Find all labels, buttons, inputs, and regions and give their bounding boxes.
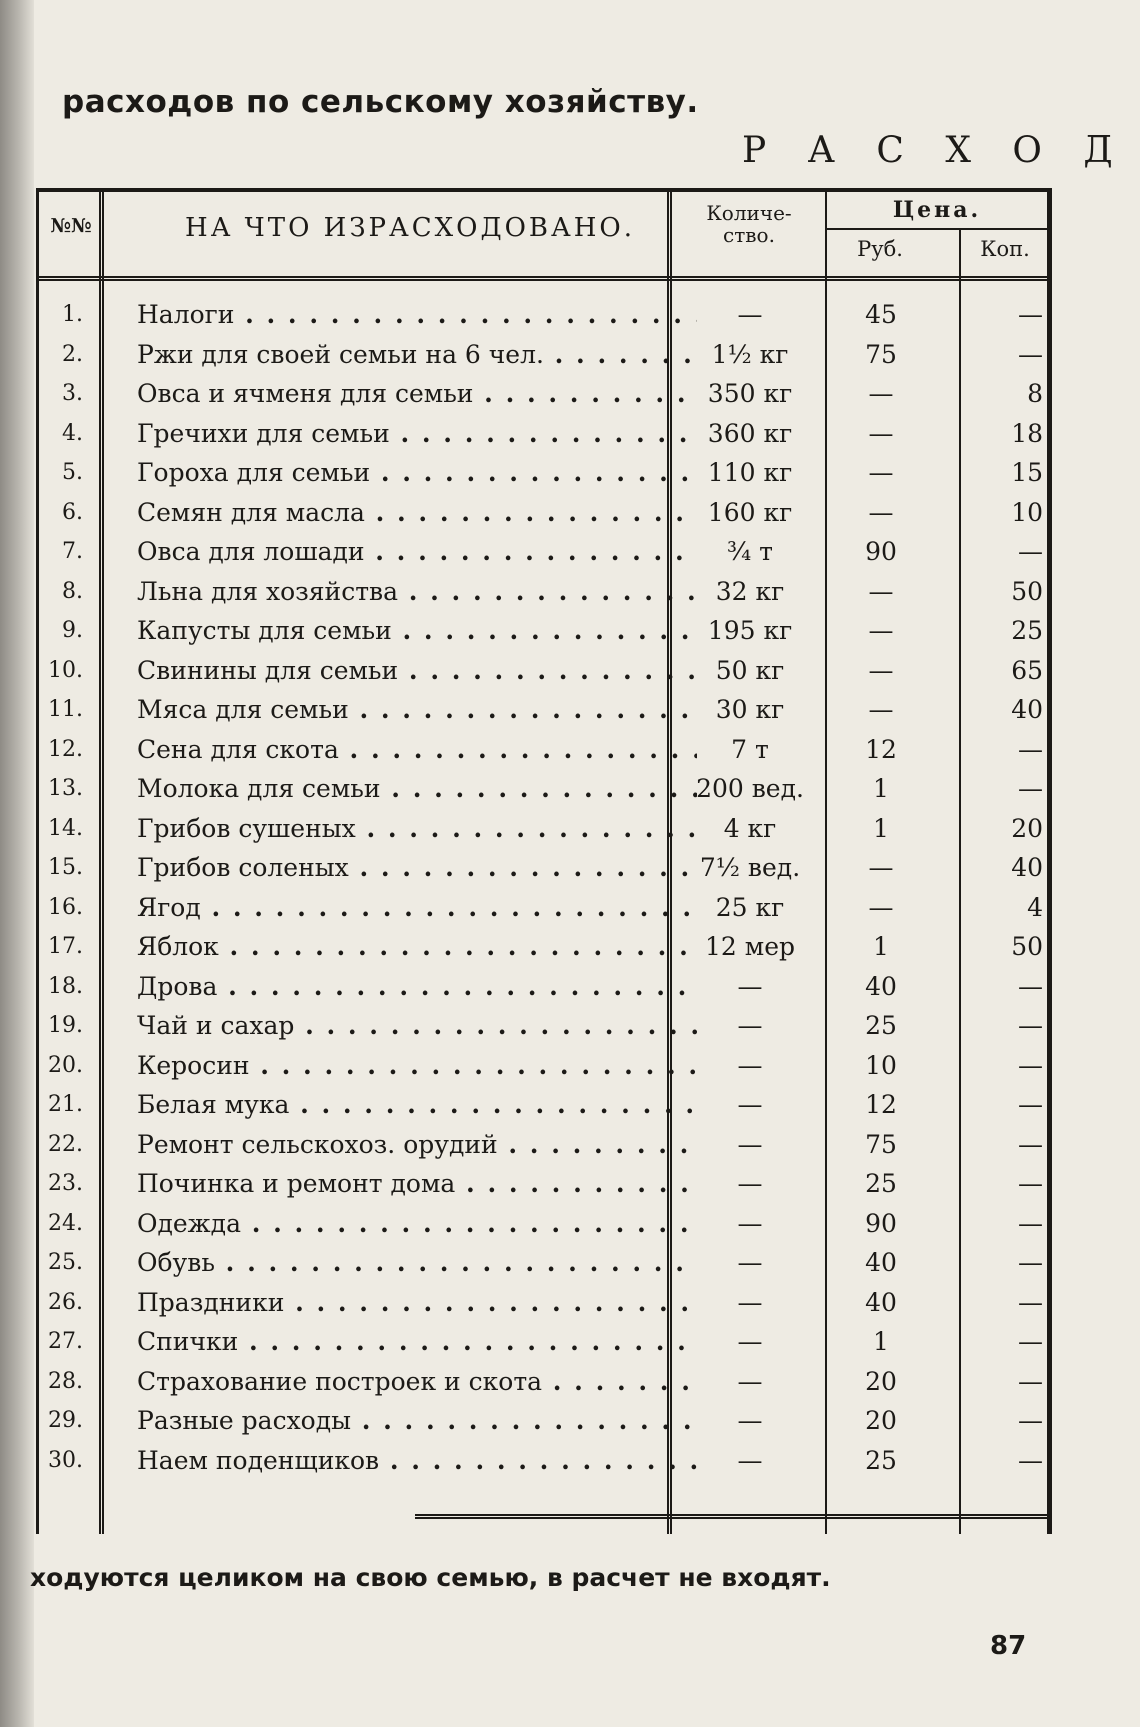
row-number: 3. bbox=[62, 381, 83, 406]
row-kopecks: — bbox=[1018, 734, 1043, 764]
row-quantity: — bbox=[737, 1445, 763, 1475]
row-quantity: 7½ вед. bbox=[699, 853, 801, 882]
table-row bbox=[39, 690, 1047, 730]
table-row bbox=[39, 927, 1047, 967]
row-kopecks: — bbox=[1018, 1169, 1043, 1198]
row-item: Обувь . . . bbox=[137, 1243, 697, 1283]
row-quantity: 50 кг bbox=[715, 655, 785, 685]
row-number: 13. bbox=[48, 776, 83, 801]
header-item: НА ЧТО ИЗРАСХОДОВАНО. bbox=[185, 213, 635, 243]
row-quantity: 30 кг bbox=[715, 695, 785, 724]
row-rubles: 90 bbox=[865, 537, 897, 566]
row-kopecks: — bbox=[1018, 1406, 1043, 1435]
row-quantity: 195 кг bbox=[707, 616, 793, 645]
row-quantity: 7 т bbox=[731, 734, 769, 764]
table-row bbox=[39, 1204, 1047, 1244]
table-row bbox=[39, 967, 1047, 1007]
table-row bbox=[39, 1243, 1047, 1283]
row-kopecks: — bbox=[1018, 1090, 1043, 1119]
row-number: 29. bbox=[48, 1408, 83, 1433]
row-rubles: 75 bbox=[865, 1129, 897, 1159]
row-quantity: 4 кг bbox=[723, 813, 777, 843]
row-item: Гречихи для семьи . . . bbox=[137, 414, 697, 454]
row-quantity: 25 кг bbox=[715, 892, 785, 922]
row-item: Льна для хозяйства . . . bbox=[137, 572, 697, 612]
row-quantity: — bbox=[737, 1050, 763, 1080]
table-row bbox=[39, 1441, 1047, 1481]
row-quantity: — bbox=[737, 1406, 763, 1435]
table-row bbox=[39, 888, 1047, 928]
row-quantity: 350 кг bbox=[707, 379, 793, 408]
row-rubles: 25 bbox=[865, 1011, 897, 1040]
row-number: 2. bbox=[62, 341, 83, 367]
row-rubles: 45 bbox=[865, 300, 897, 329]
row-rubles: — bbox=[868, 892, 894, 922]
row-rubles: — bbox=[868, 853, 894, 882]
row-quantity: 360 кг bbox=[707, 418, 793, 448]
row-rubles: 12 bbox=[865, 734, 897, 764]
row-item: Одежда . . . bbox=[137, 1204, 697, 1244]
row-item: Овса и ячменя для семьи . . . bbox=[137, 374, 697, 414]
row-quantity: 160 кг bbox=[707, 497, 793, 527]
row-rubles: — bbox=[868, 616, 894, 645]
row-quantity: — bbox=[737, 1129, 763, 1159]
table-row bbox=[39, 335, 1047, 375]
row-item: Свинины для семьи . . . bbox=[137, 651, 697, 691]
table-body bbox=[39, 295, 1047, 1480]
header-rule bbox=[39, 276, 1047, 281]
row-rubles: 40 bbox=[865, 971, 897, 1001]
row-rubles: — bbox=[868, 379, 894, 408]
table-row bbox=[39, 572, 1047, 612]
row-quantity: — bbox=[737, 1011, 763, 1040]
row-item: Спички . . . bbox=[137, 1322, 697, 1362]
row-number: 19. bbox=[48, 1013, 83, 1038]
row-kopecks: 20 bbox=[1011, 813, 1043, 843]
row-kopecks: — bbox=[1018, 537, 1043, 566]
row-quantity: — bbox=[737, 1248, 763, 1277]
row-rubles: 12 bbox=[865, 1090, 897, 1119]
row-rubles: 20 bbox=[865, 1406, 897, 1435]
row-item: Разные расходы . . . bbox=[137, 1401, 697, 1441]
row-kopecks: — bbox=[1018, 1366, 1043, 1396]
row-kopecks: 65 bbox=[1011, 655, 1043, 685]
page-binding-shadow bbox=[0, 0, 34, 1727]
row-kopecks: 18 bbox=[1011, 418, 1043, 448]
table-row bbox=[39, 1125, 1047, 1165]
row-number: 8. bbox=[62, 578, 83, 604]
row-quantity: 32 кг bbox=[715, 576, 785, 606]
row-item: Чай и сахар . . . bbox=[137, 1006, 697, 1046]
row-quantity: 12 мер bbox=[704, 932, 795, 961]
row-kopecks: — bbox=[1018, 1327, 1043, 1356]
row-item: Керосин . . . bbox=[137, 1046, 697, 1086]
row-item: Починка и ремонт дома . . . bbox=[137, 1164, 697, 1204]
row-kopecks: 4 bbox=[1027, 892, 1043, 922]
row-kopecks: — bbox=[1018, 774, 1043, 803]
table-row bbox=[39, 1085, 1047, 1125]
row-item: Молока для семьи . . . bbox=[137, 769, 697, 809]
row-kopecks: — bbox=[1018, 1248, 1043, 1277]
expense-table bbox=[36, 188, 1052, 1534]
row-item: Страхование построек и скота . . . bbox=[137, 1362, 697, 1402]
row-rubles: — bbox=[868, 418, 894, 448]
row-item: Грибов сушеных . . . bbox=[137, 809, 697, 849]
row-item: Семян для масла . . . bbox=[137, 493, 697, 533]
table-row bbox=[39, 1401, 1047, 1441]
row-item: Капусты для семьи . . . bbox=[137, 611, 697, 651]
row-item: Ягод . . . bbox=[137, 888, 697, 928]
row-number: 12. bbox=[48, 736, 83, 762]
row-number: 15. bbox=[48, 855, 83, 880]
table-row bbox=[39, 1164, 1047, 1204]
row-quantity: — bbox=[737, 971, 763, 1001]
row-quantity: — bbox=[737, 1208, 763, 1238]
row-kopecks: — bbox=[1018, 1011, 1043, 1040]
row-kopecks: 40 bbox=[1011, 695, 1043, 724]
row-kopecks: — bbox=[1018, 339, 1043, 369]
row-kopecks: — bbox=[1018, 1287, 1043, 1317]
row-rubles: 1 bbox=[873, 813, 889, 843]
row-kopecks: — bbox=[1018, 1129, 1043, 1159]
row-number: 7. bbox=[62, 539, 83, 564]
header-price: Цена. bbox=[892, 197, 982, 223]
row-number: 18. bbox=[48, 973, 83, 999]
row-rubles: — bbox=[868, 458, 894, 487]
table-row bbox=[39, 532, 1047, 572]
row-number: 17. bbox=[48, 934, 83, 959]
row-kopecks: 40 bbox=[1011, 853, 1043, 882]
row-kopecks: 50 bbox=[1011, 576, 1043, 606]
row-kopecks: — bbox=[1018, 1445, 1043, 1475]
row-quantity: 200 вед. bbox=[696, 774, 804, 803]
row-quantity: — bbox=[737, 1366, 763, 1396]
row-item: Налоги . . . bbox=[137, 295, 697, 335]
row-item: Ржи для своей семьи на 6 чел. . . . bbox=[137, 335, 697, 375]
row-quantity: 1½ кг bbox=[711, 339, 789, 369]
row-quantity: — bbox=[737, 300, 763, 329]
row-rubles: 25 bbox=[865, 1445, 897, 1475]
row-number: 4. bbox=[62, 420, 83, 446]
row-item: Грибов соленых . . . bbox=[137, 848, 697, 888]
row-item: Мяса для семьи . . . bbox=[137, 690, 697, 730]
row-number: 30. bbox=[48, 1447, 83, 1473]
row-number: 23. bbox=[48, 1171, 83, 1196]
row-item: Наем поденщиков . . . bbox=[137, 1441, 697, 1481]
row-kopecks: — bbox=[1018, 971, 1043, 1001]
header-kopecks: Коп. bbox=[980, 237, 1030, 261]
table-row bbox=[39, 848, 1047, 888]
row-kopecks: — bbox=[1018, 1050, 1043, 1080]
row-rubles: 10 bbox=[865, 1050, 897, 1080]
row-kopecks: 50 bbox=[1011, 932, 1043, 961]
footnote: ходуются целиком на свою семью, в расчет не входят. bbox=[30, 1563, 831, 1592]
row-rubles: — bbox=[868, 497, 894, 527]
row-item: Гороха для семьи . . . bbox=[137, 453, 697, 493]
row-rubles: 90 bbox=[865, 1208, 897, 1238]
row-quantity: — bbox=[737, 1169, 763, 1198]
row-kopecks: 25 bbox=[1011, 616, 1043, 645]
table-row bbox=[39, 651, 1047, 691]
row-kopecks: — bbox=[1018, 300, 1043, 329]
table-row bbox=[39, 414, 1047, 454]
row-item: Яблок . . . bbox=[137, 927, 697, 967]
row-rubles: 1 bbox=[873, 932, 889, 961]
row-number: 1. bbox=[62, 302, 83, 327]
table-row bbox=[39, 374, 1047, 414]
row-rubles: 25 bbox=[865, 1169, 897, 1198]
row-number: 10. bbox=[48, 657, 83, 683]
table-row bbox=[39, 295, 1047, 335]
section-title: Р А С Х О Д bbox=[742, 130, 1128, 171]
row-rubles: 1 bbox=[873, 1327, 889, 1356]
row-item: Праздники . . . bbox=[137, 1283, 697, 1323]
row-rubles: 20 bbox=[865, 1366, 897, 1396]
table-row bbox=[39, 1322, 1047, 1362]
table-row bbox=[39, 1283, 1047, 1323]
row-number: 20. bbox=[48, 1052, 83, 1078]
table-row bbox=[39, 809, 1047, 849]
row-kopecks: 8 bbox=[1027, 379, 1043, 408]
row-rubles: — bbox=[868, 695, 894, 724]
table-row bbox=[39, 1006, 1047, 1046]
row-number: 6. bbox=[62, 499, 83, 525]
row-rubles: 40 bbox=[865, 1248, 897, 1277]
header-number: №№ bbox=[50, 215, 92, 237]
row-number: 24. bbox=[48, 1210, 83, 1236]
row-item: Сена для скота . . . bbox=[137, 730, 697, 770]
row-kopecks: — bbox=[1018, 1208, 1043, 1238]
table-row bbox=[39, 493, 1047, 533]
row-number: 22. bbox=[48, 1131, 83, 1157]
row-item: Овса для лошади . . . bbox=[137, 532, 697, 572]
row-rubles: 40 bbox=[865, 1287, 897, 1317]
row-number: 16. bbox=[48, 894, 83, 920]
price-subheader-rule bbox=[825, 228, 1047, 230]
table-row bbox=[39, 1046, 1047, 1086]
table-row bbox=[39, 611, 1047, 651]
row-quantity: 110 кг bbox=[707, 458, 793, 487]
row-number: 25. bbox=[48, 1250, 83, 1275]
row-rubles: — bbox=[868, 655, 894, 685]
row-quantity: — bbox=[737, 1090, 763, 1119]
row-number: 14. bbox=[48, 815, 83, 841]
row-quantity: — bbox=[737, 1287, 763, 1317]
table-row bbox=[39, 769, 1047, 809]
row-item: Белая мука . . . bbox=[137, 1085, 697, 1125]
row-item: Дрова . . . bbox=[137, 967, 697, 1007]
row-number: 9. bbox=[62, 618, 83, 643]
row-number: 26. bbox=[48, 1289, 83, 1315]
row-rubles: 1 bbox=[873, 774, 889, 803]
row-number: 28. bbox=[48, 1368, 83, 1394]
row-quantity: — bbox=[737, 1327, 763, 1356]
table-row bbox=[39, 453, 1047, 493]
page-heading: расходов по сельскому хозяйству. bbox=[62, 84, 699, 120]
total-rule bbox=[415, 1514, 1047, 1519]
header-quantity: Количе- ство. bbox=[706, 201, 792, 247]
page-number: 87 bbox=[990, 1631, 1027, 1661]
row-quantity: ¾ т bbox=[726, 537, 773, 566]
row-number: 27. bbox=[48, 1329, 83, 1354]
row-number: 11. bbox=[48, 697, 83, 722]
header-rubles: Руб. bbox=[857, 237, 903, 261]
row-number: 21. bbox=[48, 1092, 83, 1117]
row-rubles: — bbox=[868, 576, 894, 606]
table-row bbox=[39, 1362, 1047, 1402]
row-rubles: 75 bbox=[865, 339, 897, 369]
row-kopecks: 15 bbox=[1011, 458, 1043, 487]
row-kopecks: 10 bbox=[1011, 497, 1043, 527]
row-number: 5. bbox=[62, 460, 83, 485]
row-item: Ремонт сельскохоз. орудий . . . bbox=[137, 1125, 697, 1165]
table-row bbox=[39, 730, 1047, 770]
